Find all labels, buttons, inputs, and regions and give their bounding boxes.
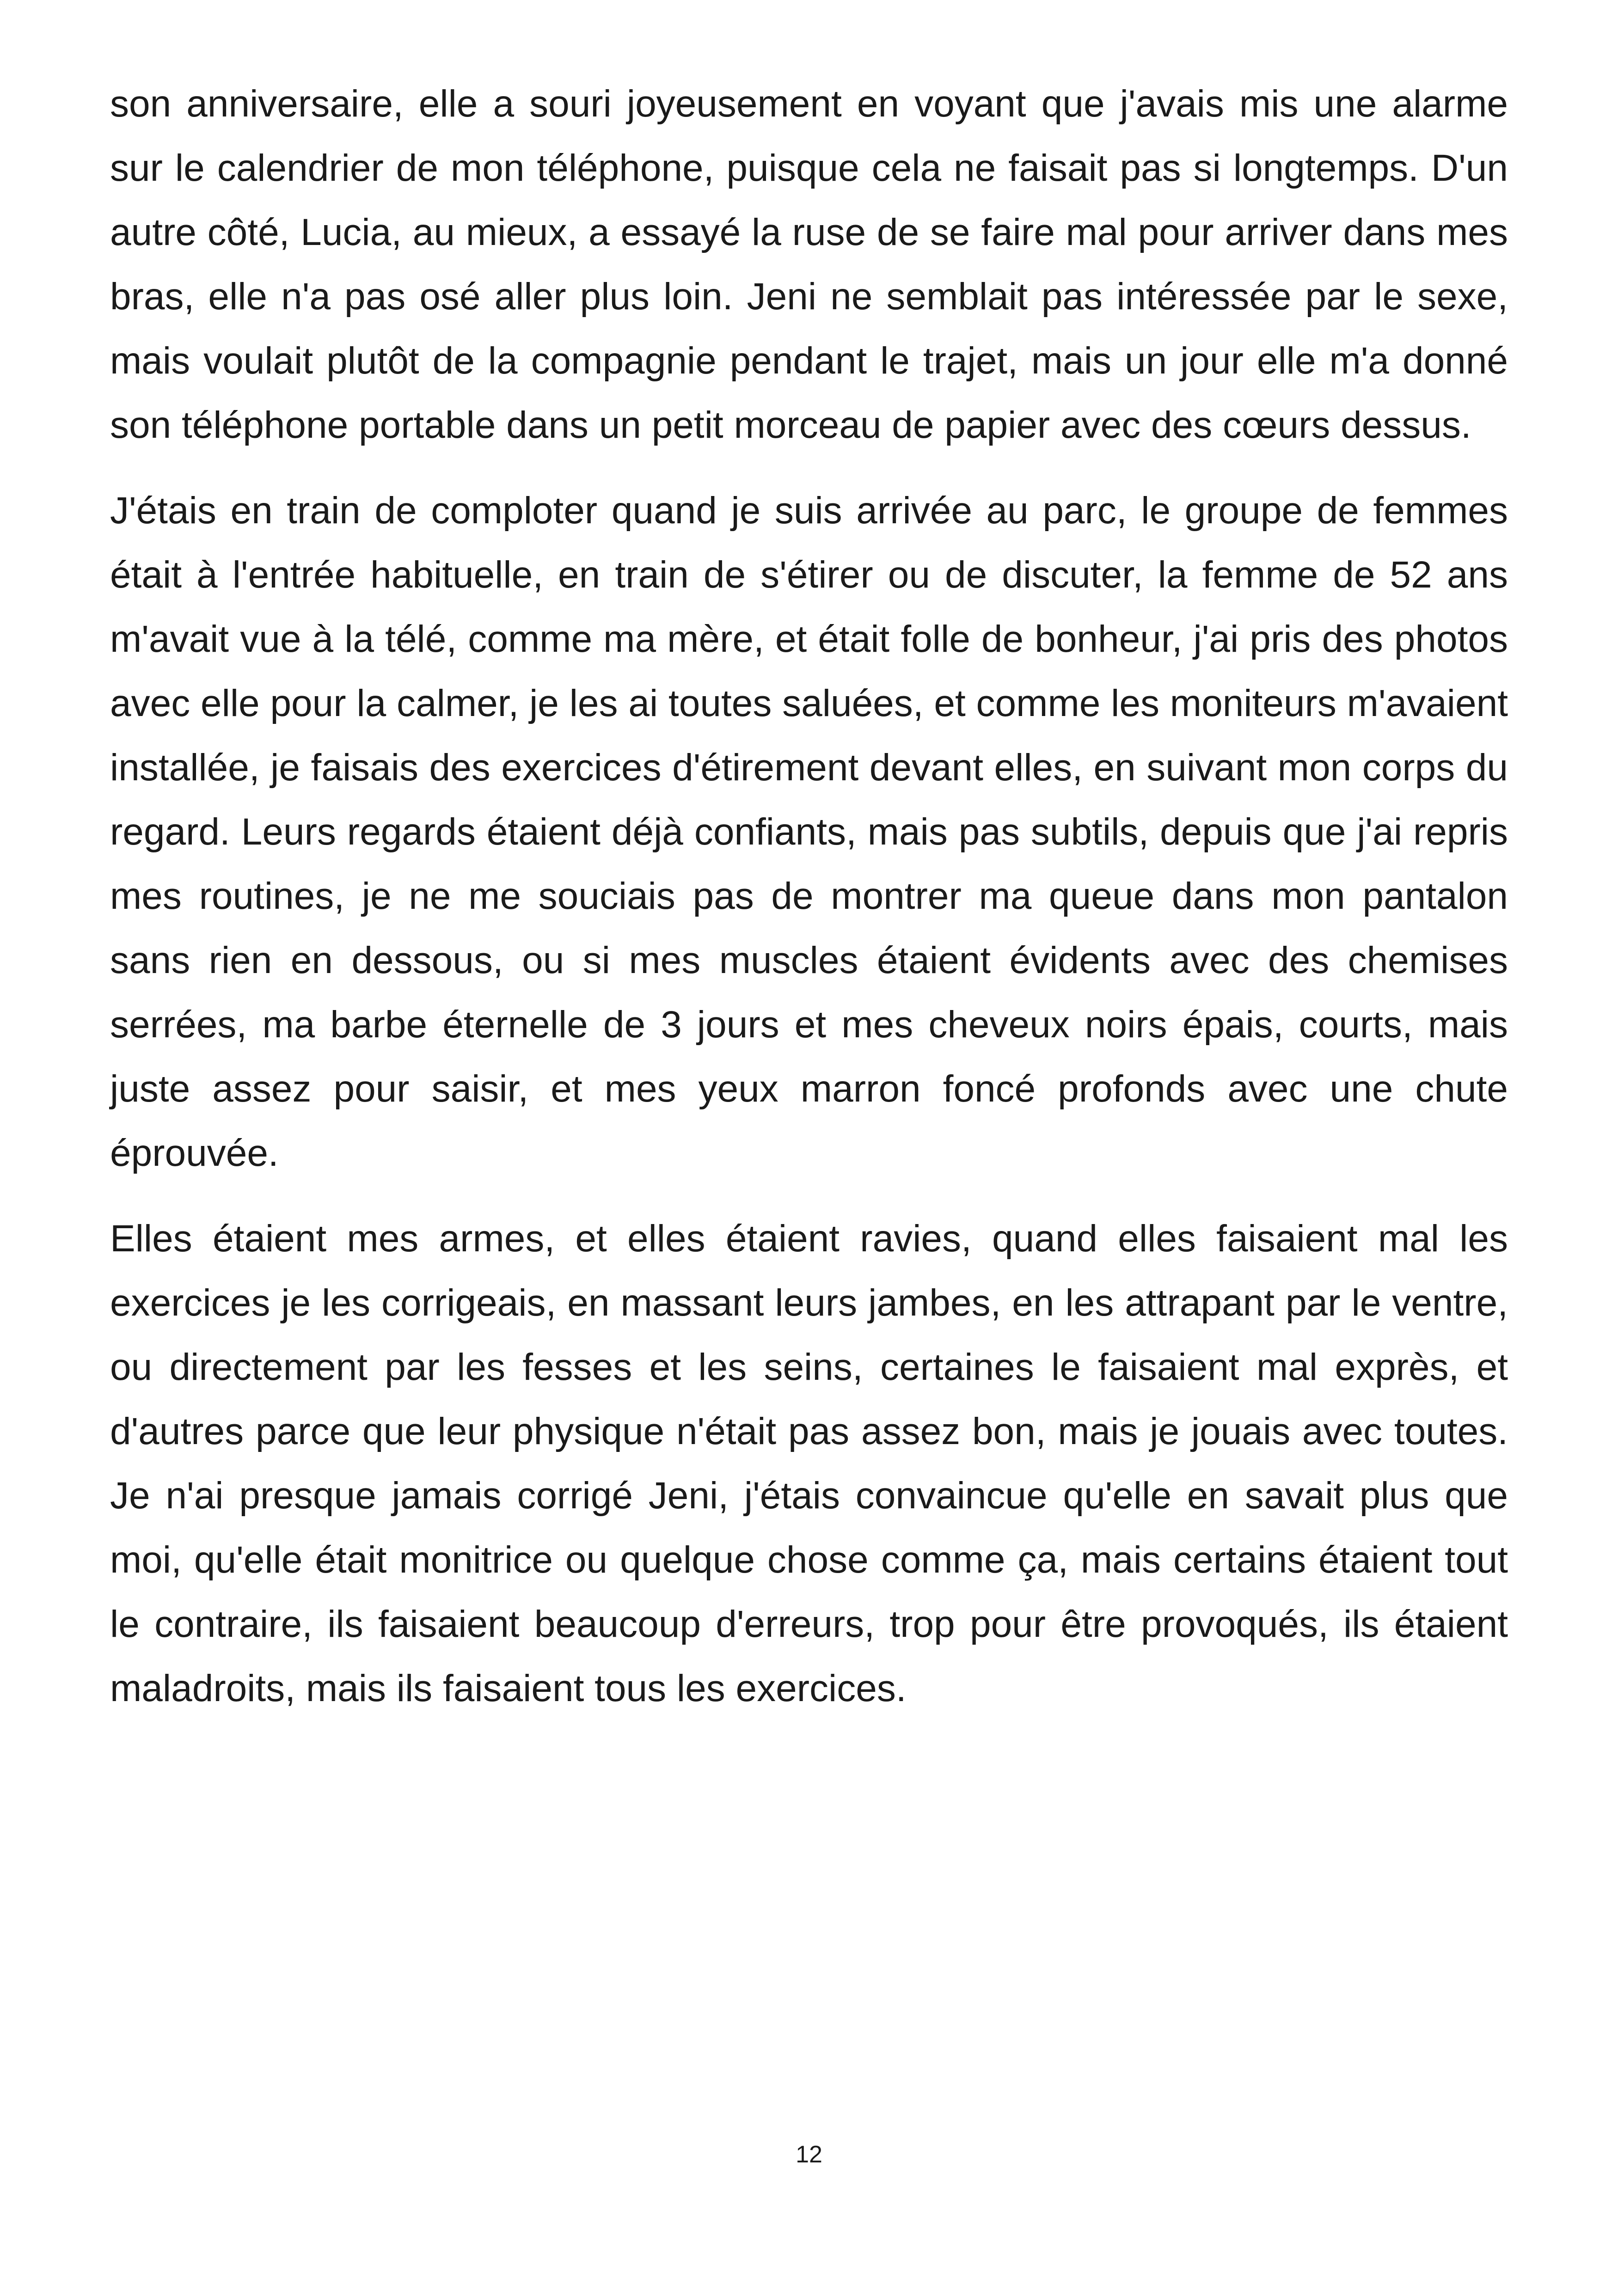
paragraph-1: son anniversaire, elle a souri joyeusement en voyant que j'avais mis une alarme sur le calendrier de mon téléphone, puisque cela ne faisait pas si longtemps. D'un autre côté, Lucia, au mieux, a essayé la ruse de se faire mal pour arriver dans mes bras, elle n'a pas osé aller plus loin. Jeni ne semblait pas intéressée par le sexe, mais voulait plutôt de la compagnie pendant le trajet, mais un jour elle m'a donné son téléphone portable dans un petit morceau de papier avec des cœurs dessus. — [110, 83, 1508, 446]
page-number: 12 — [796, 2141, 822, 2168]
paragraph-2: J'étais en train de comploter quand je suis arrivée au parc, le groupe de femmes était à l'entrée habituelle, en train de s'étirer ou de discuter, la femme de 52 ans m'avait vue à la télé, comme ma mère, et était folle de bonheur, j'ai pris des photos avec elle pour la calmer, je les ai toutes saluées, et comme les moniteurs m'avaient installée, je faisais des exercices d'étirement devant elles, en suivant mon corps du regard. Leurs regards étaient déjà confiants, mais pas subtils, depuis que j'ai repris mes routines, je ne me souciais pas de montrer ma queue dans mon pantalon sans rien en dessous, ou si mes muscles étaient évidents avec des chemises serrées, ma barbe éternelle de 3 jours et mes cheveux noirs épais, courts, mais juste assez pour saisir, et mes yeux marron foncé profonds avec une chute éprouvée. — [110, 490, 1508, 1174]
paragraph-3: Elles étaient mes armes, et elles étaient ravies, quand elles faisaient mal les exercices je les corrigeais, en massant leurs jambes, en les attrapant par le ventre, ou directement par les fesses et les seins, certaines le faisaient mal exprès, et d'autres parce que leur physique n'était pas assez bon, mais je jouais avec toutes. Je n'ai presque jamais corrigé Jeni, j'étais convaincue qu'elle en savait plus que moi, qu'elle était monitrice ou quelque chose comme ça, mais certains étaient tout le contraire, ils faisaient beaucoup d'erreurs, trop pour être provoqués, ils étaient maladroits, mais ils faisaient tous les exercices. — [110, 1218, 1508, 1709]
body-text — [110, 72, 1508, 1742]
